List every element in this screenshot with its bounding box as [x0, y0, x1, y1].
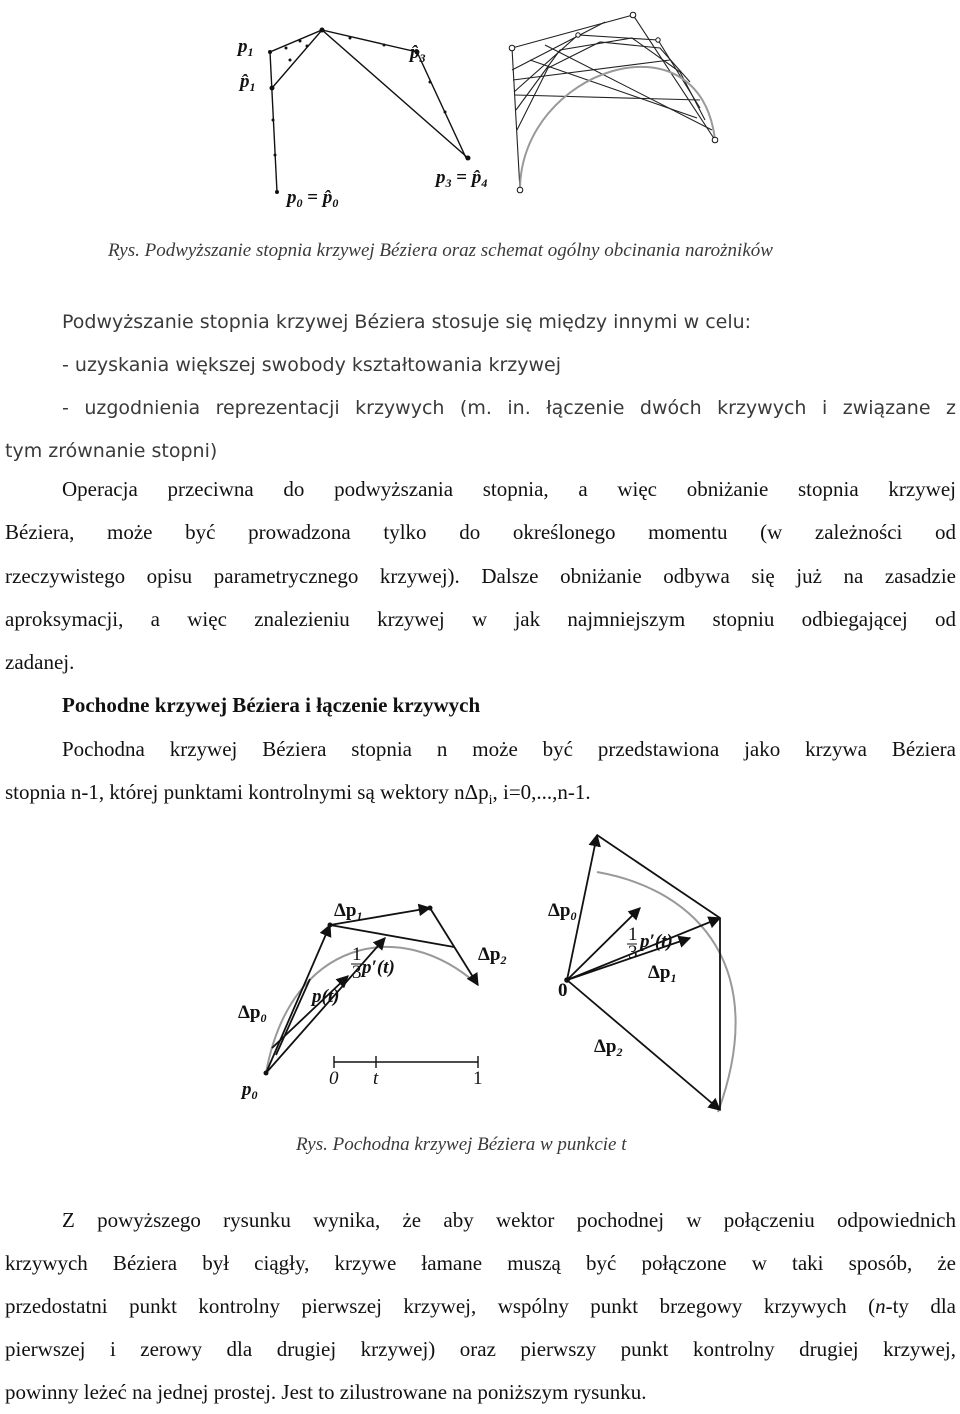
intro-line-2: - uzyskania większej swobody kształtowania krzywej: [62, 354, 562, 376]
label-pt: p(t): [312, 986, 340, 1007]
section-heading: Pochodne krzywej Béziera i łączenie krzywych: [62, 693, 481, 717]
continuity-line-5: powinny leżeć na jednej prostej. Jest to zilustrowane na poniższym rysunku.: [5, 1380, 647, 1404]
parameter-axis: [334, 1056, 478, 1068]
intro-line-1: Podwyższanie stopnia krzywej Béziera stosuje się między innymi w celu:: [62, 311, 752, 333]
intro-line-4: tym zrównanie stopni): [5, 440, 218, 462]
degree-reduction-line-4: aproksymacji, a więc znalezieniu krzywej w jak najmniejszym stopniu odbiegającej od: [5, 607, 956, 631]
label-right-derivative: p′(t): [640, 931, 673, 952]
label-left-derivative: p′(t): [362, 957, 395, 978]
label-p0: $p_0$: [242, 1079, 258, 1102]
continuity-line-4: pierwszej i zerowy dla drugiej krzywej) oraz pierwszy punkt kontrolny drugiej krzywej,: [5, 1337, 956, 1361]
right-derivative-diagram: [548, 835, 736, 1112]
label-p0-eq-p0hat: $p_0$ = $p̂_0$: [287, 187, 339, 210]
right-fraction-numerator: 1: [628, 924, 638, 945]
label-origin: 0: [558, 980, 568, 1001]
axis-0-label: 0: [329, 1068, 339, 1089]
continuity-line-1: Z powyższego rysunku wynika, że aby wektor pochodnej w połączeniu odpowiednich: [62, 1208, 956, 1232]
degree-reduction-line-1: Operacja przeciwna do podwyższania stopnia, a więc obniżanie stopnia krzywej: [62, 477, 956, 501]
corner-cutting-points: [509, 12, 718, 193]
label-right-dp2: $\Delta p_2$: [594, 1036, 623, 1059]
degree-reduction-line-5: zadanej.: [5, 650, 75, 674]
left-fraction-numerator: 1: [352, 944, 362, 965]
corner-cutting-diagram: [512, 15, 715, 190]
intro-line-3: - uzgodnienia reprezentacji krzywych (m. in. łączenie dwóch krzywych i związane z: [62, 397, 956, 419]
section-line-1: Pochodna krzywej Béziera stopnia n może być przedstawiona jako krzywa Béziera: [62, 737, 956, 761]
left-fraction-denominator: 3: [352, 962, 362, 983]
derivative-figure: [0, 820, 960, 1135]
degree-elevation-figure: [0, 0, 960, 235]
figure2-caption: Rys. Pochodna krzywej Béziera w punkcie t: [296, 1134, 627, 1155]
continuity-line-2: krzywych Béziera był ciągły, krzywe łamane muszą być połączone w taki sposób, że: [5, 1251, 956, 1275]
section-line-2: stopnia n-1, której punktami kontrolnymi są wektory nΔp$_i$, i=0,...,n-1.: [5, 780, 591, 809]
continuity-line-3: przedostatni punkt kontrolny pierwszej krzywej, wspólny punkt brzegowy krzywych (n-ty dla: [5, 1294, 957, 1318]
axis-1-label: 1: [473, 1068, 483, 1089]
right-hodograph-curve: [597, 872, 736, 1112]
label-dp0: $\Delta p_0$: [238, 1002, 267, 1025]
label-dp1: $\Delta p_1$: [334, 900, 363, 923]
figure1-caption: Rys. Podwyższanie stopnia krzywej Béziera oraz schemat ogólny obcinania narożników: [108, 240, 773, 261]
label-right-dp1: $\Delta p_1$: [648, 962, 677, 985]
label-p1: $p_1$: [238, 36, 254, 59]
label-p1-hat: $p̂_1$: [240, 71, 256, 94]
degree-reduction-line-2: Béziera, może być prowadzona tylko do określonego momentu (w zależności od: [5, 520, 956, 544]
degree-reduction-line-3: rzeczywistego opisu parametrycznego krzywej). Dalsze obniżanie odbywa się już na zasadzie: [5, 564, 956, 588]
left-derivative-diagram: [238, 900, 506, 1102]
right-fraction-denominator: 3: [628, 942, 638, 963]
label-p3-hat: $p̂_3$: [410, 42, 426, 65]
label-dp2: $\Delta p_2$: [478, 944, 507, 967]
label-right-dp0: $\Delta p_0$: [548, 900, 577, 923]
axis-t-label: t: [373, 1068, 379, 1089]
label-p3-eq-p4hat: $p_3$ = $p̂_4$: [436, 167, 488, 190]
